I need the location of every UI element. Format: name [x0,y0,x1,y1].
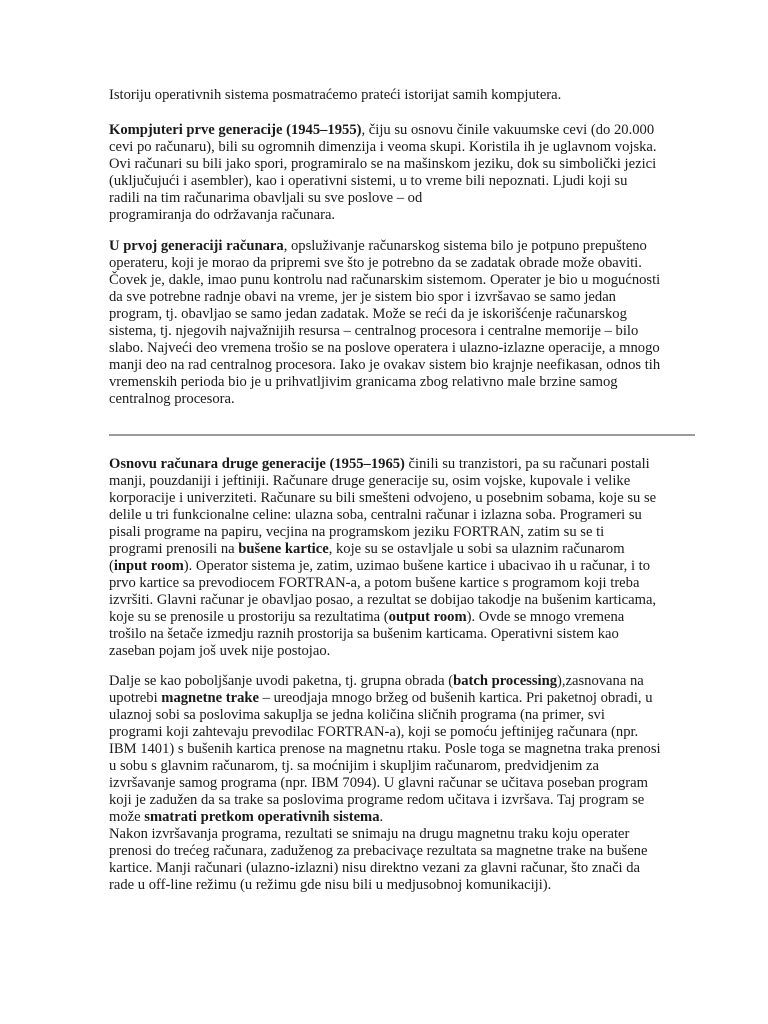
magnetic-tape-term: magnetne trake [161,690,259,706]
batch-text-a: Dalje se kao poboljšanje uvodi paketna, tj. grupna obrada ( [109,673,454,689]
second-generation-paragraph [109,456,656,660]
second-generation-text-b: , koje su se ostavljale u sobi sa ulaznim računarom ( [109,541,625,574]
punched-cards-term: bušene kartice [238,541,329,557]
second-generation-text-c: ). Operator sistema je, zatim, uzimao bušene kartice i ubacivao ih u računar, i to prvo kartice sa prevodiocem FORTRAN-a, a potom bušene kartice s programom koji treba izvršiti. Glavni računar je obavljao posao, a rezultat se dobijao takodje na bušenim karticama, koje su se prenosile u prostoriju sa rezultatima ( [109,558,657,625]
input-room-term: input room [113,558,184,574]
second-generation-heading: Osnovu računara druge generacije (1955–1965) [109,456,405,472]
first-generation-operation-paragraph [109,238,660,408]
batch-processing-term: batch processing [453,673,558,689]
first-generation-operation-heading: U prvoj generaciji računara [109,238,284,254]
batch-text-b: ),zasnovana na upotrebi [109,673,644,706]
second-generation-text-d: ). Ovde se mnogo vremena trošilo na šetače izmedju raznih prostorija sa bušenim karticama. Operativni sistem kao zaseban pojam još uvek nije postojao. [109,609,625,659]
horizontal-divider [109,434,695,436]
second-generation-text-a: činili su tranzistori, pa su računari postali manji, pouzdaniji i jeftiniji. Računare druge generacije su, osim vojske, kupovale i velike korporacije i univerziteti. Računare su bili smešteni odvojeno, u posebnim sobama, koje su se delile u tri funkcionalne celine: ulazna soba, centralni računar i izlazna soba. Programeri su pisali programe na papiru, vecjina na programskom jeziku FORTRAN, zatim su se ti programi prenosili na [109,456,657,557]
first-generation-heading: Kompjuteri prve generacije (1945–1955) [109,122,362,138]
results-paragraph: Nakon izvršavanja programa, rezultati se snimaju na drugu magnetnu traku koju operater prenosi do trećeg računara, zaduženog za prebacivaçe rezultata sa magnetne trake na bušene kartice. Manji računari (ulazno-izlazni) nisu direktno vezani za glavni računar, što znači da rade u off-line režimu (u režimu gde nisu bili u medjusobnoj komunikaciji). [109,826,648,893]
first-generation-paragraph [109,122,657,224]
output-room-term: output room [388,609,467,625]
os-ancestor-term: smatrati pretkom operativnih sistema [144,809,380,825]
first-generation-operation-text: , opsluživanje računarskog sistema bilo je potpuno prepušteno operateru, koji je morao da pripremi sve što je potrebno da se zadatak obrade može obaviti. Čovek je, dakle, imao punu kontrolu nad računarskim sistemom. Operater je bio u mogućnosti da sve potrebne radnje obavi na vreme, jer je sistem bio spor i izvršavao se samo jedan program, tj. obavljao se samo jedan zadatak. Može se reći da je iskorišćenje računarskog sistema, tj. njegovih najvažnijih resursa – centralnog procesora i centralne memorije – bilo slabo. Najveći deo vremena trošio se na poslove operatera i ulazno-izlazne operacije, a mnogo manji deo na rad centralnog procesora. Iako je ovakav sistem bio krajnje neefikasan, odnos tih vremenskih perioda bio je u prihvatljivim granicama zbog relativno male brzine samog centralnog procesora. [109,238,661,407]
batch-processing-paragraph [109,673,661,826]
batch-text-c: – ureodjaja mnogo bržeg od bušenih kartica. Pri paketnoj obradi, u ulaznoj sobi sa poslovima sakuplja se jedna količina sličnih programa (na primer, svi programi koji zahtevaju prevodilac FORTRAN-a), koji se pomoću jeftinijeg računara (npr. IBM 1401) s bušenih kartica prenose na magnetnu rtaku. Posle toga se magnetna traka prenosi u sobu s glavnim računarom, tj. sa moćnijim i skupljim računarom, predvidjenim za izvršavanje samog programa (npr. IBM 7094). U glavni računar se učitava poseban program koji je zadužen da sa trake sa poslovima programe redom učitava i izvršava. Taj program se može [109,690,661,825]
batch-text-d: . [379,809,384,825]
intro-paragraph: Istoriju operativnih sistema posmatraćemo prateći istorijat samih kompjutera. [109,87,562,103]
first-generation-text: , čiju su osnovu činile vakuumske cevi (do 20.000 cevi po računaru), bili su ogromnih dimenzija i veoma skupi. Koristila ih je uglavnom vojska. Ovi računari su bili jako spori, programiralo se na mašinskom jeziku, dok su simbolički jezici (uključujući i asembler), kao i operativni sistemi, u to vreme bili nepoznati. Ljudi koji su radili na tim računarima obavljali su sve poslove – od programiranja do održavanja računara. [109,122,657,223]
